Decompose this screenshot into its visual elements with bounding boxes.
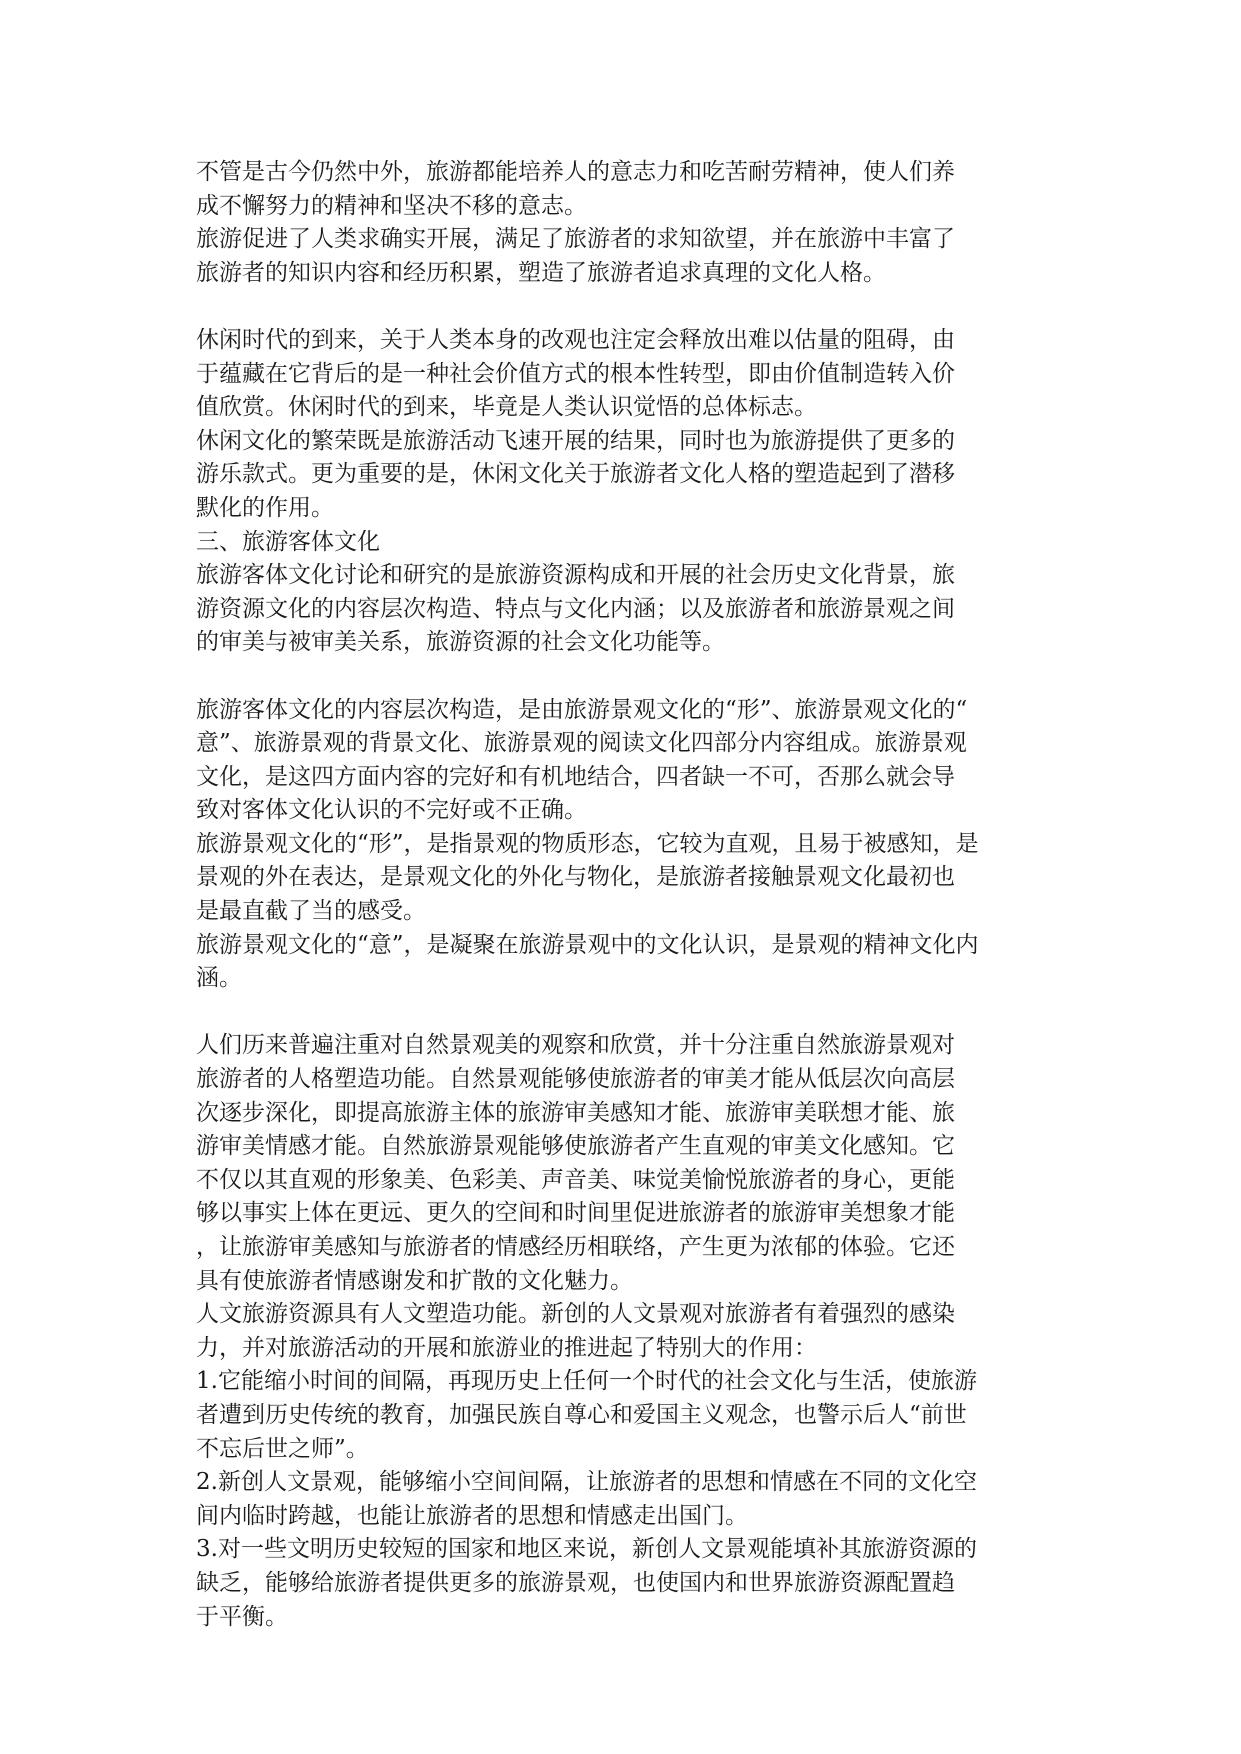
text-line: 文化，是这四方面内容的完好和有机地结合，四者缺一不可，否那么就会导 — [196, 763, 955, 790]
text-line: 旅游促进了人类求确实开展，满足了旅游者的求知欲望，并在旅游中丰富了 — [196, 226, 955, 253]
blank-line — [196, 290, 1056, 324]
list-item-2: 2.新创人文景观，能够缩小空间间隔，让旅游者的思想和情感在不同的文化空 — [196, 1469, 977, 1496]
text-line: 值欣赏。休闲时代的到来，毕竟是人类认识觉悟的总体标志。 — [196, 394, 817, 421]
text-line: 意”、旅游景观的背景文化、旅游景观的阅读文化四部分内容组成。旅游景观 — [196, 730, 967, 757]
text-line: 间内临时跨越，也能让旅游者的思想和情感走出国门。 — [196, 1502, 748, 1529]
text-line: 人文旅游资源具有人文塑造功能。新创的人文景观对旅游者有着强烈的感染 — [196, 1301, 955, 1328]
document-body — [196, 156, 1056, 1634]
text-line: 力，并对旅游活动的开展和旅游业的推进起了特别大的作用： — [196, 1334, 817, 1361]
text-line: 成不懈努力的精神和坚决不移的意志。 — [196, 192, 587, 219]
text-line: 涵。 — [196, 965, 242, 992]
text-line: 于平衡。 — [196, 1603, 288, 1630]
text-line: 旅游者的知识内容和经历积累，塑造了旅游者追求真理的文化人格。 — [196, 259, 886, 286]
blank-line — [196, 996, 1056, 1030]
text-line: 者遭到历史传统的教育，加强民族自尊心和爱国主义观念，也警示后人“前世 — [196, 1401, 967, 1428]
text-line: 游审美情感才能。自然旅游景观能够使旅游者产生直观的审美文化感知。它 — [196, 1133, 955, 1160]
text-line: 游资源文化的内容层次构造、特点与文化内涵；以及旅游者和旅游景观之间 — [196, 595, 955, 622]
text-line: 休闲文化的繁荣既是旅游活动飞速开展的结果，同时也为旅游提供了更多的 — [196, 427, 955, 454]
list-item-3: 3.对一些文明历史较短的国家和地区来说，新创人文景观能填补其旅游资源的 — [196, 1536, 977, 1563]
text-line: 游乐款式。更为重要的是，休闲文化关于旅游者文化人格的塑造起到了潜移 — [196, 461, 955, 488]
text-line: 旅游景观文化的“意”，是凝聚在旅游景观中的文化认识，是景观的精神文化内 — [196, 931, 979, 958]
text-line: 致对客体文化认识的不完好或不正确。 — [196, 797, 587, 824]
text-line: 不管是古今仍然中外，旅游都能培养人的意志力和吃苦耐劳精神，使人们养 — [196, 159, 955, 185]
text-line: 次逐步深化，即提高旅游主体的旅游审美感知才能、旅游审美联想才能、旅 — [196, 1099, 955, 1126]
text-line: 景观的外在表达，是景观文化的外化与物化，是旅游者接触景观文化最初也 — [196, 864, 955, 891]
section-heading: 三、旅游客体文化 — [196, 528, 380, 555]
text-line: 够以事实上体在更远、更久的空间和时间里促进旅游者的旅游审美想象才能 — [196, 1200, 955, 1227]
text-line: 旅游客体文化的内容层次构造，是由旅游景观文化的“形”、旅游景观文化的“ — [196, 696, 968, 723]
text-line: 休闲时代的到来，关于人类本身的改观也注定会释放出难以估量的阻碍，由 — [196, 326, 955, 353]
text-line: 旅游者的人格塑造功能。自然景观能够使旅游者的审美才能从低层次向高层 — [196, 1066, 955, 1093]
text-line: 的审美与被审美关系，旅游资源的社会文化功能等。 — [196, 629, 725, 656]
text-line: 人们历来普遍注重对自然景观美的观察和欣赏，并十分注重自然旅游景观对 — [196, 1032, 955, 1059]
list-item-1: 1.它能缩小时间的间隔，再现历史上任何一个时代的社会文化与生活，使旅游 — [196, 1368, 977, 1395]
text-line: ，让旅游审美感知与旅游者的情感经历相联络，产生更为浓郁的体验。它还 — [196, 1234, 955, 1260]
blank-line — [196, 660, 1056, 694]
text-line: 默化的作用。 — [196, 494, 334, 521]
text-line: 具有使旅游者情感谢发和扩散的文化魅力。 — [196, 1267, 633, 1294]
text-line: 旅游景观文化的“形”，是指景观的物质形态，它较为直观，且易于被感知，是 — [196, 830, 979, 857]
text-line: 不忘后世之师”。 — [196, 1435, 369, 1462]
text-line: 旅游客体文化讨论和研究的是旅游资源构成和开展的社会历史文化背景，旅 — [196, 562, 955, 589]
text-line: 缺乏，能够给旅游者提供更多的旅游景观，也使国内和世界旅游资源配置趋 — [196, 1569, 955, 1596]
text-line: 不仅以其直观的形象美、色彩美、声音美、味觉美愉悦旅游者的身心，更能 — [196, 1166, 955, 1193]
text-line: 是最直截了当的感受。 — [196, 898, 426, 925]
text-line: 于蕴藏在它背后的是一种社会价值方式的根本性转型，即由价值制造转入价 — [196, 360, 955, 387]
